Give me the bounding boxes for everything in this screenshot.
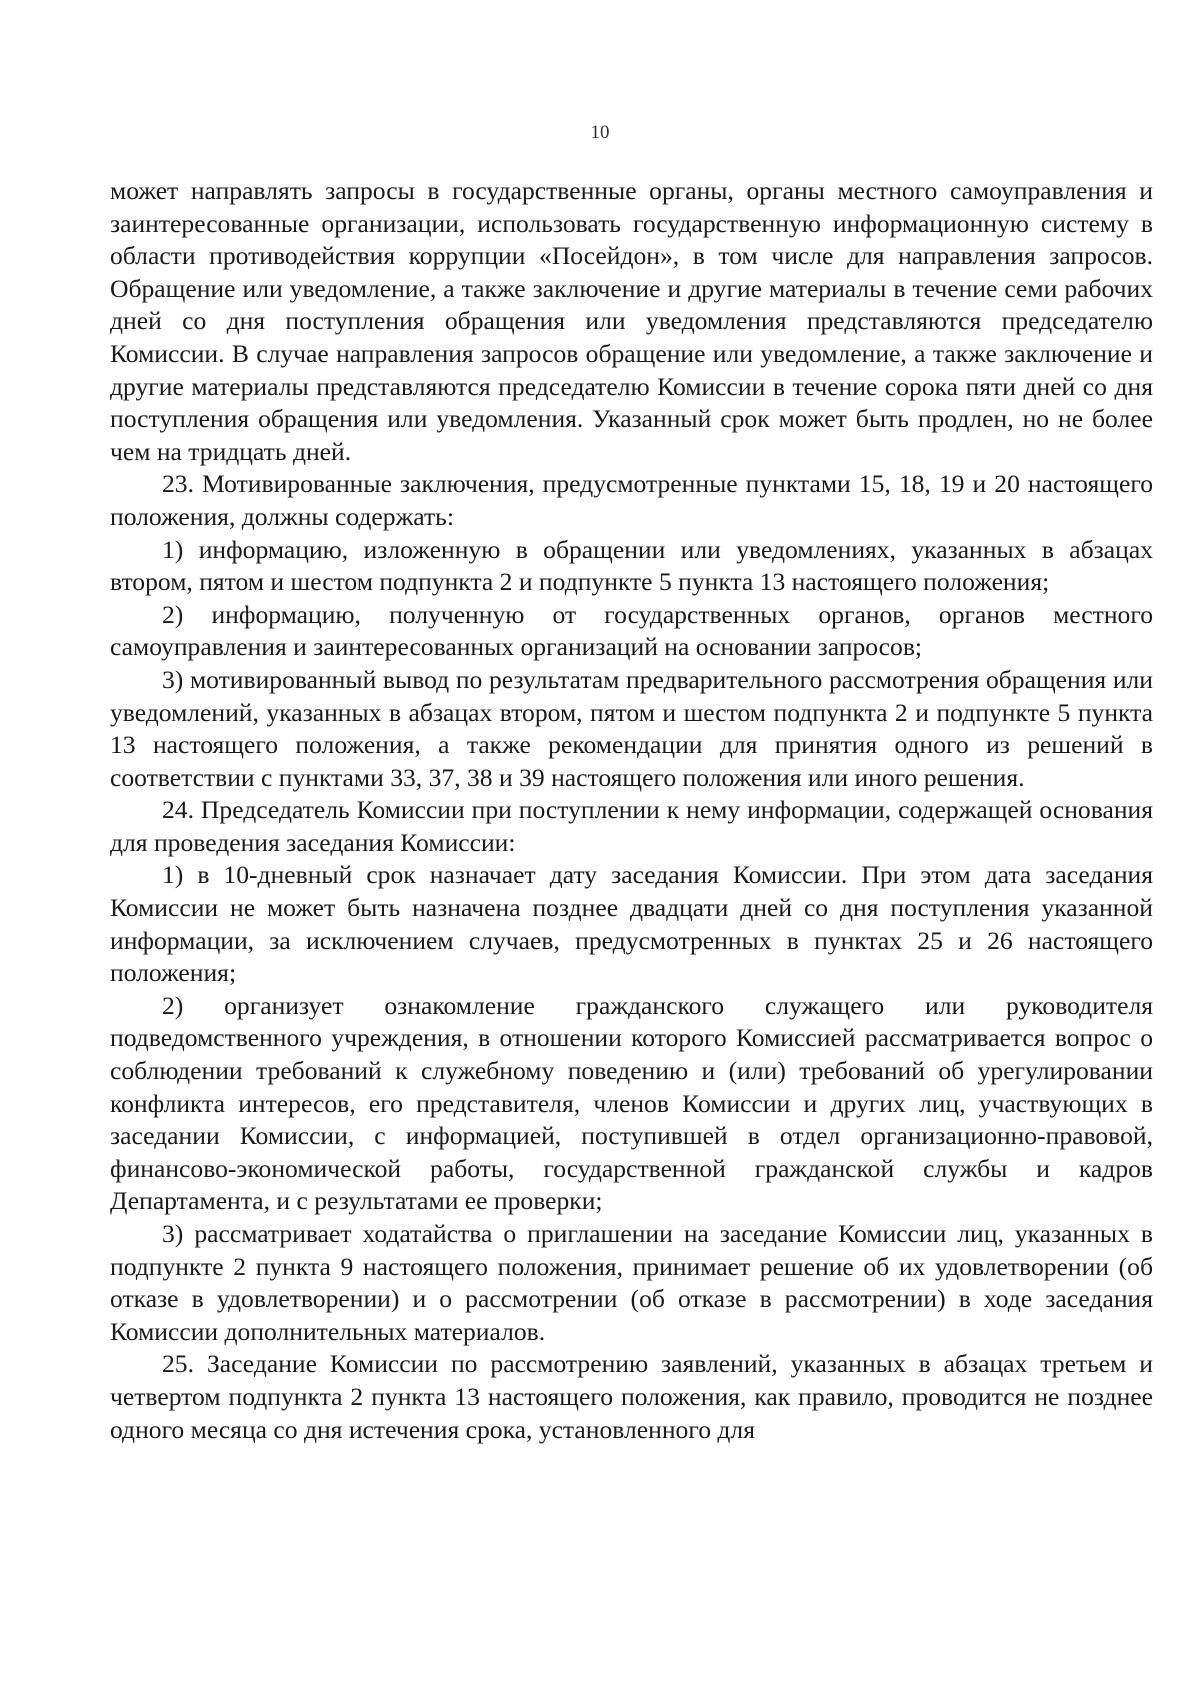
paragraph-continuation: может направлять запросы в государственные органы, органы местного самоуправления и заинтересованные организации, использовать государственную информационную систему в области противодействия коррупции «Посейдон», в том числе для направления запросов. Обращение или уведомление, а также заключение и другие материалы в течение семи рабочих дней со дня поступления обращения или уведомления представляются председателю Комиссии. В случае направления запросов обращение или уведомление, а также заключение и другие материалы представляются председателю Комиссии в течение сорока пяти дней со дня поступления обращения или уведомления. Указанный срок может быть продлен, но не более чем на тридцать дней.: [110, 176, 1153, 466]
paragraph-subitem-24-3: 3) рассматривает ходатайства о приглашении на заседание Комиссии лиц, указанных в подпункте 2 пункта 9 настоящего положения, принимает решение об их удовлетворении (об отказе в удовлетворении) и о рассмотрении (об отказе в рассмотрении) в ходе заседания Комиссии дополнительных материалов.: [110, 1219, 1153, 1346]
paragraph-subitem-23-3: 3) мотивированный вывод по результатам предварительного рассмотрения обращения или уведомлений, указанных в абзацах втором, пятом и шестом подпункта 2 и подпункте 5 пункта 13 настоящего положения, а также рекомендации для принятия одного из решений в соответствии с пунктами 33, 37, 38 и 39 настоящего положения или иного решения.: [110, 664, 1153, 792]
paragraph-item-24: 24. Председатель Комиссии при поступлении к нему информации, содержащей основания для проведения заседания Комиссии:: [110, 795, 1153, 857]
paragraph-item-23: 23. Мотивированные заключения, предусмотренные пунктами 15, 18, 19 и 20 настоящего положения, должны содержать:: [110, 469, 1153, 531]
paragraph-subitem-24-2: 2) организует ознакомление гражданского служащего или руководителя подведомственного учреждения, в отношении которого Комиссией рассматривается вопрос о соблюдении требований к служебному поведению и (или) требований об урегулировании конфликта интересов, его представителя, членов Комиссии и других лиц, участвующих в заседании Комиссии, с информацией, поступившей в отдел организационно-правовой, финансово-экономической работы, государственной гражданской службы и кадров Департамента, и с результатами ее проверки;: [110, 990, 1153, 1216]
paragraph-subitem-23-2: 2) информацию, полученную от государственных органов, органов местного самоуправления и заинтересованных организаций на основании запросов;: [110, 599, 1153, 662]
paragraph-item-25: 25. Заседание Комиссии по рассмотрению заявлений, указанных в абзацах третьем и четвертом подпункта 2 пункта 13 настоящего положения, как правило, проводится не позднее одного месяца со дня истечения срока, установленного для: [110, 1349, 1153, 1444]
paragraph-subitem-23-1: 1) информацию, изложенную в обращении или уведомлениях, указанных в абзацах втором, пятом и шестом подпункта 2 и подпункте 5 пункта 13 настоящего положения;: [110, 534, 1153, 597]
document-body: [110, 175, 1153, 1446]
page-number: 10: [590, 122, 610, 143]
paragraph-subitem-24-1: 1) в 10-дневный срок назначает дату заседания Комиссии. При этом дата заседания Комиссии не может быть назначена позднее двадцати дней со дня поступления указанной информации, за исключением случаев, предусмотренных в пунктах 25 и 26 настоящего положения;: [110, 860, 1153, 988]
